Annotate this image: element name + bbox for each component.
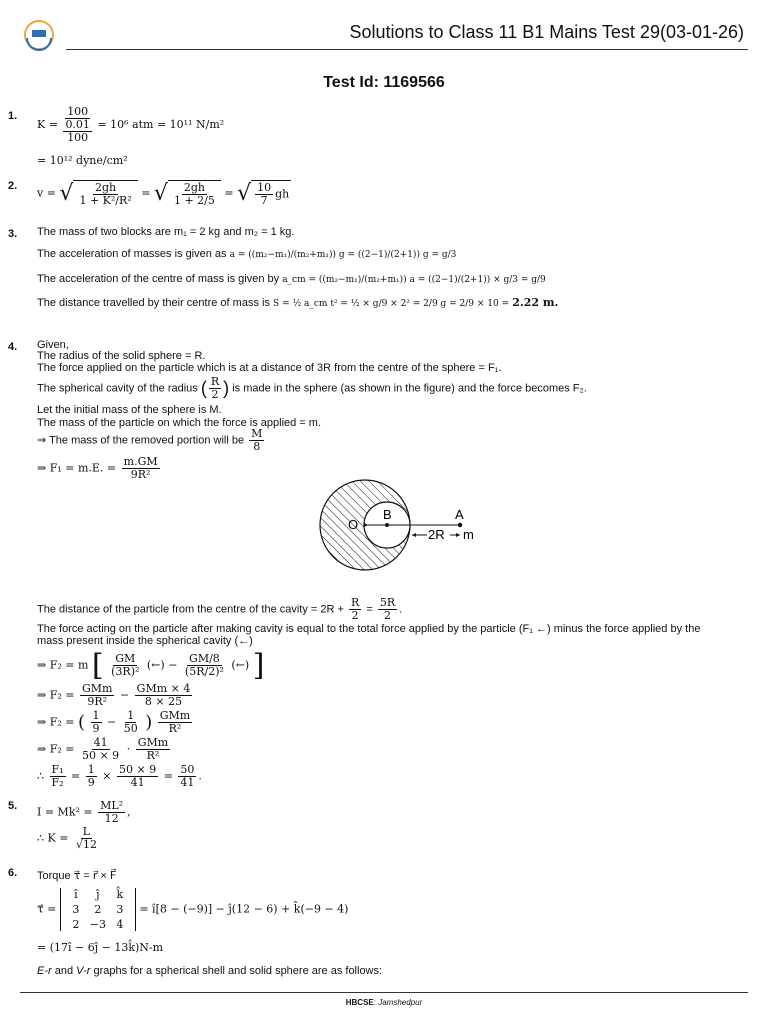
q3-l2-text: The acceleration of masses is given as bbox=[37, 248, 227, 260]
q6-line-graphs bbox=[37, 965, 382, 977]
q4-e2-d1: 9R² bbox=[87, 695, 108, 708]
q4-l4-num: R bbox=[210, 375, 220, 388]
label-o: O bbox=[348, 517, 359, 532]
q4-l8-den: 9R² bbox=[130, 468, 151, 481]
q3-line-3 bbox=[37, 273, 546, 285]
q2-eq-1: = bbox=[141, 186, 151, 200]
q3-l4-math: S = ½ a_cm t² = ½ × g/9 × 2² = 2/9 g = 2/9 × 10 = bbox=[273, 299, 510, 309]
q4-line-particle: The mass of the particle on which the force is applied = m. bbox=[37, 417, 322, 429]
question-number-2: 2. bbox=[8, 180, 18, 192]
point-o bbox=[364, 524, 367, 527]
q3-line-1: The mass of two blocks are m₁ = 2 kg and m₂ = 1 kg. bbox=[37, 226, 295, 238]
q1-num: 100 bbox=[67, 105, 89, 118]
det-cell: 3 bbox=[116, 903, 124, 916]
q4-e2a: ⇒ F₂ = bbox=[37, 688, 75, 702]
sphere-cavity-figure bbox=[300, 472, 500, 584]
det-cell: k̂ bbox=[116, 888, 124, 901]
q4-e5-n4: 50 bbox=[180, 763, 195, 776]
q4-eq-1: ⇒ F₂ = m [ $\frac{GM}{\text{(3R)²}}$ (←) − $\frac{GM/8}{\text{(5R/2)²}}$ (←) ] bbox=[37, 648, 265, 683]
q4-l9a: The distance of the particle from the centre of the cavity = 2R + bbox=[37, 603, 344, 616]
q4-line-mass-inside: mass present inside the spherical cavity (←) bbox=[37, 635, 253, 647]
q4-line-radius: The radius of the solid sphere = R. bbox=[37, 350, 206, 362]
q4-line-given: Given, bbox=[37, 339, 69, 351]
q1-line-1 bbox=[37, 106, 224, 144]
q2-frac-1 bbox=[77, 182, 133, 207]
q4-e1a: ⇒ F₂ = m bbox=[37, 658, 89, 672]
q4-e4-n2: GMm bbox=[137, 736, 169, 749]
q4-e3-n2: 1 bbox=[127, 709, 135, 722]
q5-l1-num: ML² bbox=[100, 799, 124, 812]
q4-e5-end: . bbox=[198, 769, 202, 783]
q4-e1-n1: GM bbox=[115, 652, 136, 665]
det-cell: 2 bbox=[72, 918, 80, 931]
q4-e1-mid: (←) − bbox=[146, 658, 178, 672]
footer-org: HBCSE bbox=[345, 998, 374, 1007]
q4-e3a: ⇒ F₂ = bbox=[37, 715, 75, 729]
q4-eq-2 bbox=[37, 683, 194, 708]
q4-e1-frac1 bbox=[109, 653, 141, 678]
label-a: A bbox=[455, 507, 464, 522]
q4-e2-n1: GMm bbox=[81, 682, 113, 695]
q5-frac-2 bbox=[74, 826, 99, 851]
footer-sep: : bbox=[373, 998, 379, 1007]
q4-e3-n1: 1 bbox=[92, 709, 100, 722]
q6-er: E-r bbox=[37, 965, 52, 977]
q5-l1-end: , bbox=[127, 805, 131, 819]
q4-e4-d1: 50 × 9 bbox=[81, 749, 120, 762]
q3-l3-text: The acceleration of the centre of mass is given by bbox=[37, 273, 280, 285]
logo-emblem bbox=[22, 18, 56, 52]
q4-e5-frac2 bbox=[86, 764, 97, 789]
q2-f2-den: 1 + 2/5 bbox=[173, 194, 215, 207]
q2-f3-num: 10 bbox=[257, 181, 272, 194]
q2-line-1 bbox=[37, 180, 291, 207]
dim-left-arrow bbox=[412, 533, 416, 537]
q1-line-2: = 10¹² dyne/cm² bbox=[37, 154, 128, 167]
q2-f1-num: 2gh bbox=[95, 181, 117, 194]
q4-eq-4 bbox=[37, 737, 172, 762]
footer-place: Jamshedpur bbox=[378, 998, 423, 1007]
point-b bbox=[385, 523, 389, 527]
q4-l4-den: 2 bbox=[211, 388, 219, 401]
q2-sqrt-3: √ $\frac{10}{7}$ gh bbox=[237, 180, 290, 207]
q4-e4-frac2 bbox=[136, 737, 170, 762]
q2-f1-den: 1 + K²/R² bbox=[79, 194, 132, 207]
question-number-3: 3. bbox=[8, 228, 18, 240]
logo bbox=[22, 18, 56, 52]
q4-e4a: ⇒ F₂ = bbox=[37, 742, 75, 756]
footer bbox=[0, 998, 768, 1007]
q1-mid: 0.01 bbox=[65, 118, 90, 131]
q6-rhs: = î[8 − (−9)] − ĵ(12 − 6) + k̂(−9 − 4) bbox=[139, 902, 349, 916]
q4-e5-d1: F₂ bbox=[51, 776, 64, 789]
q5-l2a: ∴ K = bbox=[37, 831, 69, 845]
q5-frac-1 bbox=[98, 800, 125, 825]
q4-l9-frac1 bbox=[349, 597, 361, 622]
q3-l3-math: a_cm = ((m₂−m₁)/(m₂+m₁)) a = ((2−1)/(2+1)) × g/3 = g/9 bbox=[282, 275, 546, 285]
q2-f2-num: 2gh bbox=[183, 181, 205, 194]
q4-e5-n3: 50 × 9 bbox=[118, 763, 157, 776]
q4-e4-dot: · bbox=[126, 742, 131, 756]
q4-e5-frac1 bbox=[50, 764, 66, 789]
q2-sqrt-2: √ $\frac{2gh}{1 + 2/5}$ bbox=[154, 180, 221, 207]
q4-m-over-8 bbox=[249, 428, 264, 453]
det-cell: 2 bbox=[94, 903, 102, 916]
footer-divider bbox=[20, 992, 748, 993]
dim-right-arrow bbox=[456, 533, 460, 537]
document-title: Solutions to Class 11 B1 Mains Test 29(03-01-26) bbox=[349, 22, 744, 42]
q4-e5-frac4 bbox=[178, 764, 196, 789]
q6-graphs-text: graphs for a spherical shell and solid sphere are as follows: bbox=[90, 965, 383, 977]
q4-l7-num: M bbox=[251, 427, 263, 440]
q4-e2-d2: 8 × 25 bbox=[144, 695, 183, 708]
q4-e2-frac1 bbox=[80, 683, 114, 708]
q5-l2-num: L bbox=[82, 825, 91, 838]
q4-l8a: ⇒ F₁ = m.E. = bbox=[37, 461, 117, 475]
q1-rhs: = 10⁶ atm = 10¹¹ N/m² bbox=[97, 118, 225, 131]
q4-l9-frac2 bbox=[378, 597, 397, 622]
q4-e3-d3: R² bbox=[168, 722, 182, 735]
question-number-1: 1. bbox=[8, 110, 18, 122]
point-a bbox=[458, 523, 462, 527]
q3-l4-text: The distance travelled by their centre of mass is bbox=[37, 297, 270, 309]
det-cell: −3 bbox=[89, 918, 106, 931]
q4-e5-d2: 9 bbox=[87, 776, 95, 789]
q4-e3-n3: GMm bbox=[159, 709, 191, 722]
q4-line-removed bbox=[37, 428, 266, 453]
det-cell: î bbox=[74, 888, 78, 901]
q4-e1-frac2 bbox=[183, 653, 226, 678]
q3-l2-math: a = ((m₂−m₁)/(m₂+m₁)) g = ((2−1)/(2+1)) g = g/3 bbox=[229, 250, 457, 260]
det-cell: 4 bbox=[116, 918, 124, 931]
q4-e5-frac3 bbox=[117, 764, 158, 789]
q6-determinant bbox=[60, 888, 136, 931]
q4-line-force: The force applied on the particle which is at a distance of 3R from the centre of the sphere = F₁. bbox=[37, 362, 502, 374]
q4-e4-n1: 41 bbox=[93, 736, 108, 749]
q4-e5-eq2: = bbox=[163, 769, 173, 783]
q6-vr: V-r bbox=[76, 965, 91, 977]
q2-f3-den: 7 bbox=[260, 194, 268, 207]
q4-r-over-2 bbox=[209, 376, 221, 401]
q2-sqrt-1: √ $\frac{2gh}{\text{1 + K²/R²}}$ bbox=[59, 180, 137, 207]
q4-e1-d1: (3R)² bbox=[111, 665, 140, 678]
label-2r: 2R bbox=[428, 527, 445, 542]
q4-e3-frac2 bbox=[122, 710, 140, 735]
q4-e5-d4: 41 bbox=[180, 776, 195, 789]
q4-l9-n2: 5R bbox=[379, 596, 396, 609]
question-number-5: 5. bbox=[8, 800, 18, 812]
q4-l4b: is made in the sphere (as shown in the figure) and the force becomes F₂. bbox=[232, 382, 587, 395]
q4-e4-frac1 bbox=[80, 737, 121, 762]
q4-l9-n1: R bbox=[351, 596, 360, 609]
q4-eq-3: ⇒ F₂ = ( $\frac{1}{9}$ − $\frac{1}{50}$ ) $\frac{\text{GMm}}{\text{R²}}$ bbox=[37, 709, 191, 735]
q2-f3-tail: gh bbox=[275, 187, 290, 201]
header-divider bbox=[66, 49, 748, 50]
q4-e5-n2: 1 bbox=[87, 763, 95, 776]
q4-e3-frac1 bbox=[91, 710, 102, 735]
q4-e5-n1: F₁ bbox=[51, 763, 64, 776]
q4-e1-end: (←) bbox=[231, 658, 250, 672]
q6-line-result: = (17î − 6ĵ − 13k̂)N-m bbox=[37, 941, 164, 954]
q4-e5a: ∴ bbox=[37, 769, 44, 783]
det-cell: 3 bbox=[72, 903, 80, 916]
q5-line-1 bbox=[37, 800, 131, 825]
question-number-4: 4. bbox=[8, 341, 18, 353]
q4-l9-d2: 2 bbox=[384, 609, 391, 622]
q4-e3-mid: − bbox=[107, 715, 117, 729]
q3-line-2 bbox=[37, 248, 456, 260]
q4-e1-n2: GM/8 bbox=[189, 652, 220, 665]
q4-e2-frac2 bbox=[135, 683, 193, 708]
q4-line-mass: Let the initial mass of the sphere is M. bbox=[37, 404, 222, 416]
test-id-heading: Test Id: 1169566 bbox=[323, 74, 445, 91]
label-m: m bbox=[463, 527, 474, 542]
q4-e2-n2: GMm × 4 bbox=[136, 682, 191, 695]
q5-line-2 bbox=[37, 826, 101, 851]
q4-l4a: The spherical cavity of the radius bbox=[37, 382, 198, 395]
q4-e3-d2: 50 bbox=[123, 722, 138, 735]
q6-and: and bbox=[51, 965, 77, 977]
label-b: B bbox=[383, 507, 392, 522]
q1-fraction bbox=[63, 106, 92, 144]
q1-k-label: K = bbox=[37, 118, 58, 131]
q4-f1-frac bbox=[122, 456, 160, 481]
q5-l1a: I = Mk² = bbox=[37, 805, 93, 819]
q4-e3-frac3 bbox=[158, 710, 192, 735]
q2-frac-2 bbox=[172, 182, 217, 207]
q4-e3-d1: 9 bbox=[92, 722, 100, 735]
q2-v-label: v = bbox=[37, 186, 56, 200]
q4-e5-eq: = bbox=[71, 769, 81, 783]
q5-l2-den: √12 bbox=[75, 838, 97, 851]
q4-e2-mid: − bbox=[119, 688, 130, 702]
q6-tau: τ⃗ = bbox=[37, 902, 57, 916]
q4-l8-num: m.GM bbox=[123, 455, 158, 468]
q4-l9-end: . bbox=[399, 603, 403, 616]
q6-line-torque: Torque τ⃗ = r⃗ × F⃗ bbox=[37, 870, 117, 882]
q5-l1-den: 12 bbox=[104, 812, 119, 825]
q4-line-f1 bbox=[37, 456, 162, 481]
q4-l9-d1: 2 bbox=[351, 609, 359, 622]
q4-e1-d2: (5R/2)² bbox=[184, 665, 224, 678]
q6-line-determinant bbox=[37, 888, 348, 931]
question-number-6: 6. bbox=[8, 867, 18, 879]
q4-line-cavity: The spherical cavity of the radius ( $\frac{R}{2}$ ) is made in the sphere (as shown in the figure) and the force becomes F₂. bbox=[37, 375, 587, 401]
q2-frac-3 bbox=[255, 182, 273, 207]
q4-l7-den: 8 bbox=[253, 440, 261, 453]
q3-line-4 bbox=[37, 296, 558, 309]
q4-l9-eq: = bbox=[366, 603, 373, 616]
q4-line-after-cavity: The force acting on the particle after making cavity is equal to the total force applied by the particle (F₁ ←) minus the force applied by the bbox=[37, 623, 701, 635]
q4-line-distance bbox=[37, 597, 402, 622]
q4-e5-d3: 41 bbox=[130, 776, 145, 789]
q4-eq-5 bbox=[37, 764, 202, 789]
q2-eq-2: = bbox=[224, 186, 234, 200]
q4-e5-x: × bbox=[102, 769, 112, 783]
q1-den: 100 bbox=[67, 131, 89, 144]
det-cell: ĵ bbox=[96, 888, 100, 901]
q4-l7a: ⇒ The mass of the removed portion will be bbox=[37, 434, 245, 447]
q4-e4-d2: R² bbox=[146, 749, 160, 762]
q3-answer: 2.22 m. bbox=[512, 296, 559, 309]
